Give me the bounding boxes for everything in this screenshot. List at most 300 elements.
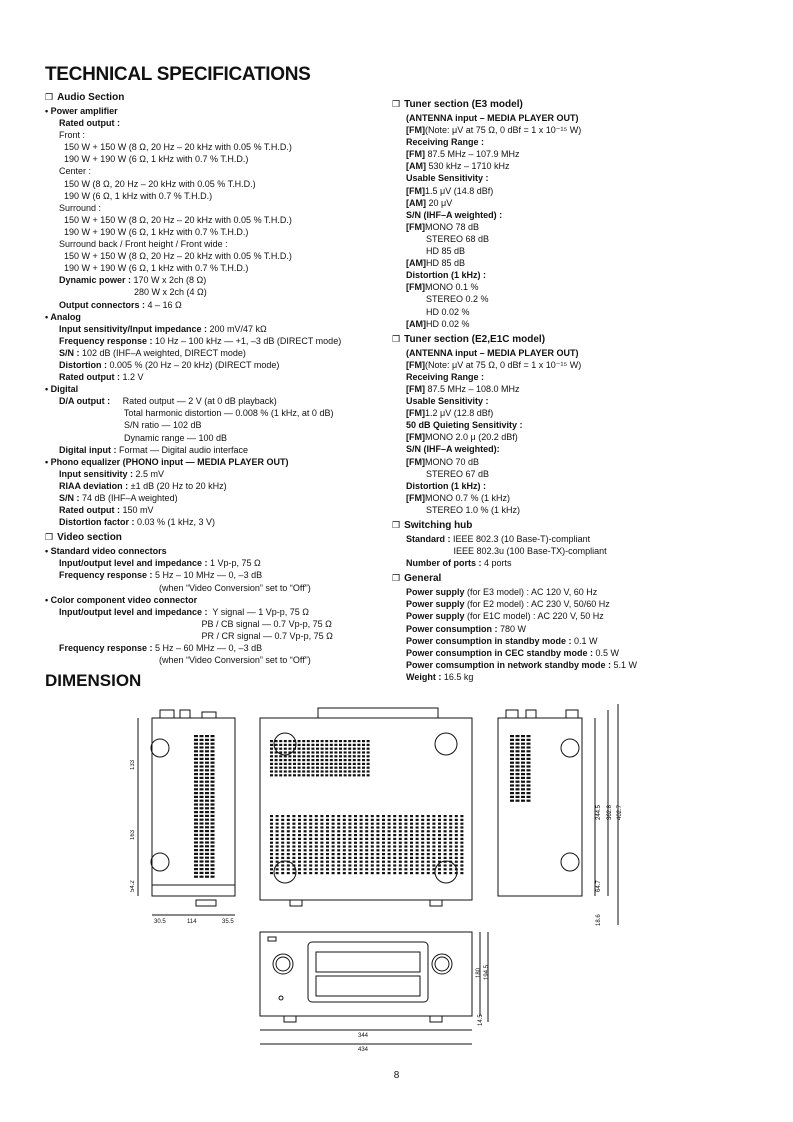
vent-slot (427, 815, 430, 817)
vent-slot (276, 830, 279, 832)
side-view-left-vents (194, 735, 215, 878)
vent-slot (292, 830, 295, 832)
vent-slot (325, 770, 328, 772)
vent-slot (444, 861, 447, 863)
dim-label: 362.8 (607, 804, 613, 820)
vent-slot (348, 759, 351, 761)
vent-slot (357, 748, 360, 750)
spec-line: 50 dB Quieting Sensitivity : (406, 420, 523, 431)
vent-slot (302, 759, 305, 761)
vent-slot (211, 864, 215, 866)
vent-slot (304, 823, 307, 825)
spec-line: D/A output : Rated output — 2 V (at 0 dB playback) (59, 396, 277, 407)
vent-slot (270, 857, 273, 859)
vent-slot (315, 834, 318, 836)
vent-slot (449, 868, 452, 870)
vent-slot (460, 838, 463, 840)
vent-slot (354, 823, 357, 825)
vent-slot (337, 849, 340, 851)
vent-slot (309, 826, 312, 828)
vent-slot (367, 770, 370, 772)
vent-slot (287, 872, 290, 874)
vent-slot (292, 823, 295, 825)
vent-slot (205, 807, 209, 809)
vent-slot (194, 876, 198, 878)
vent-slot (460, 849, 463, 851)
vent-slot (211, 792, 215, 794)
vent-slot (376, 849, 379, 851)
vent-slot (337, 864, 340, 866)
vent-slot (388, 853, 391, 855)
vent-slot (449, 826, 452, 828)
vent-slot (205, 849, 209, 851)
vent-slot (194, 769, 198, 771)
vent-slot (194, 853, 198, 855)
dim-label: 18.6 (596, 914, 602, 926)
vent-slot (200, 769, 204, 771)
vent-slot (371, 819, 374, 821)
vent-slot (292, 849, 295, 851)
vent-slot (516, 777, 520, 779)
vent-slot (281, 842, 284, 844)
vent-slot (309, 830, 312, 832)
vent-slot (382, 853, 385, 855)
vent-slot (416, 868, 419, 870)
vent-slot (298, 826, 301, 828)
vent-slot (275, 740, 278, 742)
vent-slot (521, 788, 525, 790)
vent-slot (421, 842, 424, 844)
vent-slot (360, 830, 363, 832)
vent-slot (326, 830, 329, 832)
vent-slot (287, 857, 290, 859)
vent-slot (376, 845, 379, 847)
vent-slot (200, 853, 204, 855)
spec-line: • Digital (45, 384, 79, 395)
vent-slot (444, 853, 447, 855)
vent-slot (432, 826, 435, 828)
vent-slot (315, 819, 318, 821)
vent-slot (276, 819, 279, 821)
vent-slot (326, 819, 329, 821)
vent-slot (449, 853, 452, 855)
vent-slot (276, 815, 279, 817)
vent-slot (194, 754, 198, 756)
vent-slot (460, 826, 463, 828)
vent-slot (302, 751, 305, 753)
vent-slot (194, 838, 198, 840)
vent-slot (320, 830, 323, 832)
vent-slot (382, 838, 385, 840)
vent-slot (339, 770, 342, 772)
vent-slot (200, 746, 204, 748)
vent-slot (330, 744, 333, 746)
vent-slot (205, 758, 209, 760)
spec-line: S/N ratio — 102 dB (59, 420, 202, 431)
vent-slot (309, 864, 312, 866)
vent-slot (304, 842, 307, 844)
vent-slot (337, 872, 340, 874)
vent-slot (521, 739, 525, 741)
vent-slot (449, 857, 452, 859)
vent-slot (211, 777, 215, 779)
vent-slot (211, 868, 215, 870)
vent-slot (200, 811, 204, 813)
vent-slot (279, 744, 282, 746)
vent-slot (354, 861, 357, 863)
vent-slot (281, 864, 284, 866)
vent-slot (404, 845, 407, 847)
vent-slot (275, 763, 278, 765)
vent-slot (410, 838, 413, 840)
vent-slot (510, 735, 514, 737)
vent-slot (444, 815, 447, 817)
vent-slot (200, 739, 204, 741)
vent-slot (334, 770, 337, 772)
vent-slot (399, 868, 402, 870)
vent-slot (404, 815, 407, 817)
vent-slot (365, 868, 368, 870)
spec-line: Power supply (for E3 model) : AC 120 V, 60 Hz (406, 587, 598, 598)
vent-slot (376, 872, 379, 874)
vent-slot (348, 872, 351, 874)
vent-slot (309, 842, 312, 844)
vent-slot (276, 849, 279, 851)
dimension-drawings (130, 700, 630, 1060)
vent-slot (382, 842, 385, 844)
vent-slot (332, 872, 335, 874)
vent-slot (307, 744, 310, 746)
vent-slot (510, 796, 514, 798)
vent-slot (460, 842, 463, 844)
vent-slot (325, 755, 328, 757)
vent-slot (449, 845, 452, 847)
vent-slot (393, 845, 396, 847)
vent-slot (334, 751, 337, 753)
vent-slot (270, 845, 273, 847)
vent-slot (287, 864, 290, 866)
vent-slot (211, 845, 215, 847)
vent-slot (343, 857, 346, 859)
vent-slot (304, 853, 307, 855)
vent-slot (334, 759, 337, 761)
vent-slot (382, 864, 385, 866)
vent-slot (292, 857, 295, 859)
vent-slot (304, 834, 307, 836)
vent-slot (205, 845, 209, 847)
vent-slot (348, 845, 351, 847)
vent-slot (362, 774, 365, 776)
vent-slot (521, 773, 525, 775)
vent-slot (281, 830, 284, 832)
vent-slot (275, 755, 278, 757)
front-view (260, 932, 488, 1044)
vent-slot (321, 774, 324, 776)
vent-slot (510, 769, 514, 771)
spec-line: Power comsumption in network standby mode : 5.1 W (406, 659, 638, 670)
vent-slot (326, 815, 329, 817)
vent-slot (449, 819, 452, 821)
spec-line: 150 W + 150 W (8 Ω, 20 Hz – 20 kHz with 0.05 % T.H.D.) (64, 142, 292, 153)
vent-slot (360, 823, 363, 825)
vent-slot (205, 762, 209, 764)
vent-slot (339, 755, 342, 757)
vent-slot (339, 763, 342, 765)
spec-line: • Analog (45, 311, 81, 322)
vent-slot (527, 743, 531, 745)
dim-label: 114 (187, 919, 197, 925)
vent-slot (427, 834, 430, 836)
spec-line: • Phono equalizer (PHONO input — MEDIA PLAYER OUT) (45, 456, 289, 467)
vent-slot (393, 857, 396, 859)
spec-line: Rated output : (59, 118, 120, 129)
spec-line: [FM](Note: μV at 75 Ω, 0 dBf = 1 x 10⁻¹⁵ W) (406, 125, 582, 136)
vent-slot (284, 774, 287, 776)
vent-slot (460, 853, 463, 855)
vent-slot (388, 872, 391, 874)
vent-slot (302, 748, 305, 750)
vent-slot (348, 815, 351, 817)
vent-slot (516, 739, 520, 741)
vent-slot (311, 744, 314, 746)
vent-slot (211, 754, 215, 756)
vent-slot (270, 755, 273, 757)
vent-slot (302, 744, 305, 746)
vent-slot (293, 744, 296, 746)
vent-slot (200, 792, 204, 794)
vent-slot (444, 845, 447, 847)
vent-slot (316, 740, 319, 742)
vent-slot (388, 868, 391, 870)
vent-slot (455, 834, 458, 836)
vent-slot (205, 765, 209, 767)
vent-slot (427, 868, 430, 870)
vent-slot (211, 743, 215, 745)
vent-slot (211, 758, 215, 760)
vent-slot (298, 819, 301, 821)
vent-slot (316, 744, 319, 746)
vent-slot (516, 746, 520, 748)
vent-slot (279, 767, 282, 769)
vent-slot (438, 845, 441, 847)
vent-slot (320, 857, 323, 859)
vent-slot (365, 872, 368, 874)
vent-slot (416, 849, 419, 851)
vent-slot (200, 819, 204, 821)
vent-slot (360, 872, 363, 874)
vent-slot (287, 838, 290, 840)
vent-slot (354, 864, 357, 866)
vent-slot (288, 774, 291, 776)
spec-line: 150 W + 150 W (8 Ω, 20 Hz – 20 kHz with 0.05 % T.H.D.) (64, 251, 292, 262)
vent-slot (343, 834, 346, 836)
vent-slot (315, 842, 318, 844)
vent-slot (211, 750, 215, 752)
vent-slot (444, 830, 447, 832)
spec-line: Input/output level and impedance : 1 Vp-p, 75 Ω (59, 558, 261, 569)
vent-slot (302, 740, 305, 742)
vent-slot (304, 826, 307, 828)
vent-slot (362, 763, 365, 765)
spec-line: [FM] 87.5 MHz – 107.9 MHz (406, 149, 520, 160)
vent-slot (399, 830, 402, 832)
vent-slot (200, 876, 204, 878)
vent-slot (382, 849, 385, 851)
vent-slot (205, 830, 209, 832)
vent-slot (521, 754, 525, 756)
vent-slot (325, 740, 328, 742)
vent-slot (371, 861, 374, 863)
vent-slot (348, 823, 351, 825)
vent-slot (270, 872, 273, 874)
vent-slot (432, 845, 435, 847)
vent-slot (311, 748, 314, 750)
vent-slot (315, 872, 318, 874)
vent-slot (298, 861, 301, 863)
vent-slot (343, 853, 346, 855)
vent-slot (311, 755, 314, 757)
vent-slot (404, 849, 407, 851)
vent-slot (432, 842, 435, 844)
vent-slot (399, 823, 402, 825)
vent-slot (410, 868, 413, 870)
vent-slot (337, 838, 340, 840)
vent-slot (404, 830, 407, 832)
vent-slot (510, 750, 514, 752)
vent-slot (382, 861, 385, 863)
vent-slot (287, 834, 290, 836)
spec-line: 190 W + 190 W (6 Ω, 1 kHz with 0.7 % T.H.D.) (64, 154, 249, 165)
vent-slot (270, 864, 273, 866)
vent-slot (393, 819, 396, 821)
vent-slot (343, 872, 346, 874)
vent-slot (353, 740, 356, 742)
spec-line: Distortion (1 kHz) : (406, 480, 486, 491)
vent-slot (510, 784, 514, 786)
vent-slot (360, 861, 363, 863)
vent-slot (393, 864, 396, 866)
vent-slot (527, 788, 531, 790)
vent-slot (200, 849, 204, 851)
vent-slot (270, 838, 273, 840)
vent-slot (270, 759, 273, 761)
vent-slot (276, 842, 279, 844)
vent-slot (194, 765, 198, 767)
vent-slot (388, 864, 391, 866)
vent-slot (344, 770, 347, 772)
vent-slot (205, 800, 209, 802)
vent-slot (321, 770, 324, 772)
vent-slot (311, 759, 314, 761)
spec-line: [AM] 530 kHz – 1710 kHz (406, 161, 510, 172)
vent-slot (205, 872, 209, 874)
vent-slot (354, 849, 357, 851)
side-view-right-vents (510, 735, 531, 802)
vent-slot (320, 823, 323, 825)
vent-slot (421, 838, 424, 840)
vent-slot (357, 774, 360, 776)
spec-line: Power supply (for E1C model) : AC 220 V, 50 Hz (406, 611, 604, 622)
vent-slot (321, 748, 324, 750)
vent-slot (320, 819, 323, 821)
vent-slot (510, 773, 514, 775)
vent-slot (304, 819, 307, 821)
vent-slot (404, 853, 407, 855)
spec-line: 190 W + 190 W (6 Ω, 1 kHz with 0.7 % T.H.D.) (64, 263, 249, 274)
spec-line: 190 W (6 Ω, 1 kHz with 0.7 % T.H.D.) (64, 190, 213, 201)
vent-slot (205, 792, 209, 794)
vent-slot (382, 857, 385, 859)
vent-slot (376, 819, 379, 821)
vent-slot (432, 849, 435, 851)
vent-slot (316, 759, 319, 761)
spec-line: (when “Video Conversion” set to “Off”) (59, 582, 311, 593)
vent-slot (332, 815, 335, 817)
vent-slot (455, 815, 458, 817)
vent-slot (360, 857, 363, 859)
vent-slot (388, 830, 391, 832)
vent-slot (316, 767, 319, 769)
spec-line: [AM]HD 85 dB (406, 258, 466, 269)
vent-slot (194, 739, 198, 741)
vent-slot (194, 811, 198, 813)
vent-slot (326, 857, 329, 859)
vent-slot (510, 746, 514, 748)
vent-slot (360, 845, 363, 847)
vent-slot (357, 770, 360, 772)
spec-line: HD 85 dB (406, 246, 466, 257)
vent-slot (194, 815, 198, 817)
vent-slot (348, 748, 351, 750)
vent-slot (194, 746, 198, 748)
spec-line: [FM] 87.5 MHz – 108.0 MHz (406, 383, 520, 394)
spec-line: Frequency response : 5 Hz – 60 MHz — 0, –3 dB (59, 643, 263, 654)
vent-slot (421, 830, 424, 832)
vent-slot (344, 751, 347, 753)
vent-slot (371, 834, 374, 836)
vent-slot (321, 763, 324, 765)
vent-slot (416, 853, 419, 855)
vent-slot (348, 861, 351, 863)
vent-slot (307, 755, 310, 757)
vent-slot (444, 834, 447, 836)
vent-slot (365, 864, 368, 866)
vent-slot (325, 751, 328, 753)
vent-slot (343, 826, 346, 828)
vent-slot (298, 849, 301, 851)
vent-slot (354, 872, 357, 874)
vent-slot (421, 868, 424, 870)
vent-slot (362, 740, 365, 742)
vent-slot (416, 857, 419, 859)
vent-slot (270, 819, 273, 821)
vent-slot (288, 759, 291, 761)
vent-slot (315, 838, 318, 840)
vent-slot (399, 819, 402, 821)
vent-slot (410, 823, 413, 825)
vent-slot (343, 819, 346, 821)
vent-slot (348, 819, 351, 821)
vent-slot (205, 777, 209, 779)
section-heading: ❒ Video section (45, 531, 390, 545)
vent-slot (399, 853, 402, 855)
vent-slot (376, 864, 379, 866)
vent-slot (421, 872, 424, 874)
vent-slot (194, 864, 198, 866)
vent-slot (348, 864, 351, 866)
vent-slot (200, 822, 204, 824)
vent-slot (307, 763, 310, 765)
